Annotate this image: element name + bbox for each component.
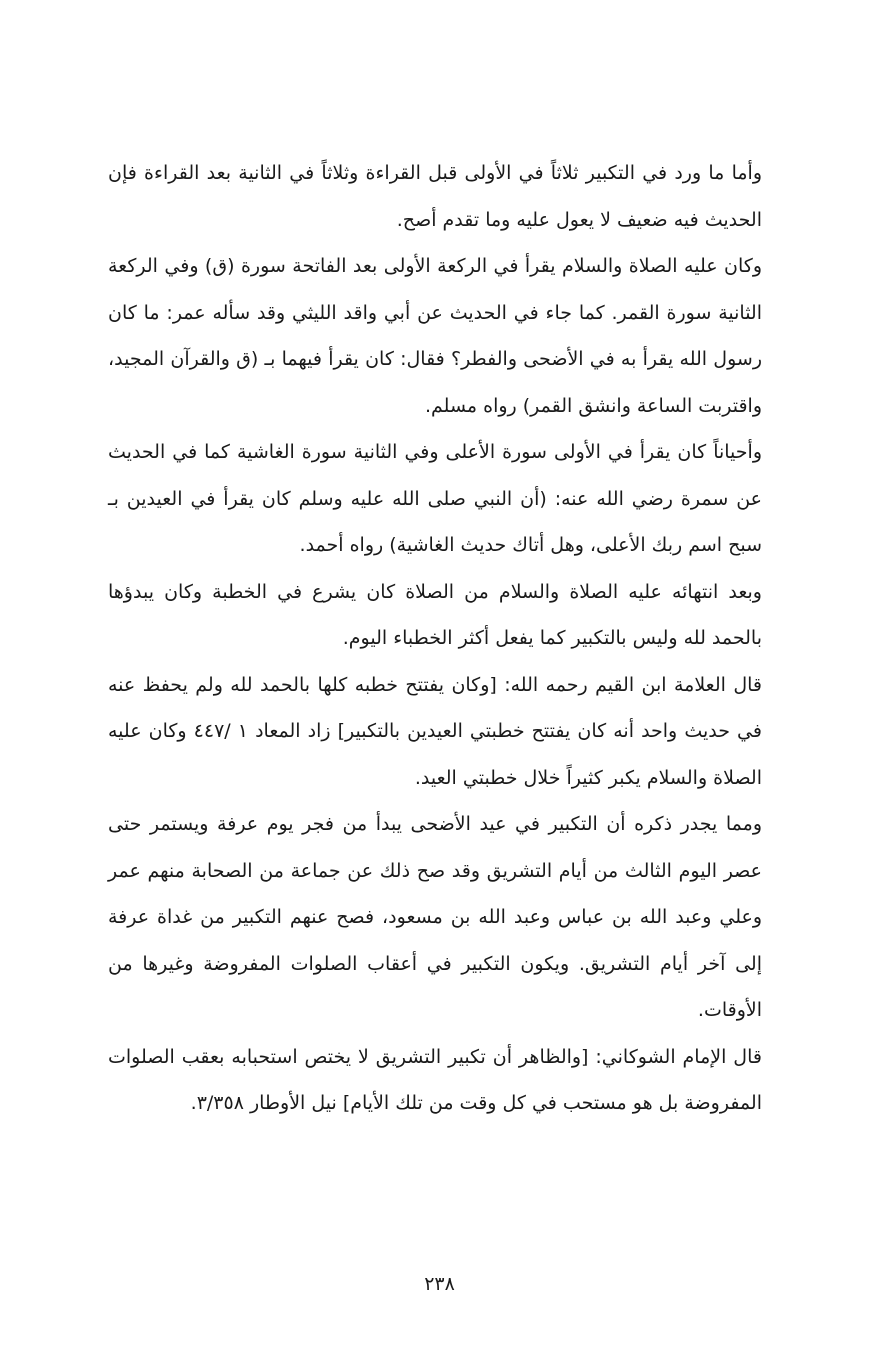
paragraph-ibn-qayyim: قال العلامة ابن القيم رحمه الله: [وكان يفتتح خطبه كلها بالحمد لله ولم يحفظ عنه في حديث واحد أنه كان يفتتح خطبتي العيدين بالتكبير] زاد المعاد ١ /٤٤٧ وكان عليه الصلاة والسلام يكبر كثيراً خلال خطبتي العيد. [108, 673, 762, 789]
paragraph-takbir-rakaat: وأما ما ورد في التكبير ثلاثاً في الأولى قبل القراءة وثلاثاً في الثانية بعد القراءة فإن الحديث فيه ضعيف لا يعول عليه وما تقدم أصح. [108, 162, 762, 231]
page-number: ٢٣٨ [424, 1273, 455, 1295]
paragraph-surah-qaf: وكان عليه الصلاة والسلام يقرأ في الركعة الأولى بعد الفاتحة سورة (ق) وفي الركعة الثانية سورة القمر. كما جاء في الحديث عن أبي واقد الليثي وقد سأله عمر: ما كان رسول الله يقرأ به في الأضحى والفطر؟ فقال: كان يقرأ فيهما بـ (ق والقرآن المجيد، واقتربت الساعة وانشق القمر) رواه مسلم. [108, 255, 762, 417]
paragraph-khutbah: وبعد انتهائه عليه الصلاة والسلام من الصلاة كان يشرع في الخطبة وكان يبدؤها بالحمد لله وليس بالتكبير كما يفعل أكثر الخطباء اليوم. [108, 580, 762, 649]
paragraph-shawkani: قال الإمام الشوكاني: [والظاهر أن تكبير التشريق لا يختص استحبابه بعقب الصلوات المفروضة بل هو مستحب في كل وقت من تلك الأيام] نيل الأوطار ٣/٣٥٨. [108, 1045, 762, 1114]
page-body [108, 150, 762, 1127]
paragraph-takbir-tashreeq: ومما يجدر ذكره أن التكبير في عيد الأضحى يبدأ من فجر يوم عرفة ويستمر حتى عصر اليوم الثالث من أيام التشريق وقد صح ذلك عن جماعة من الصحابة منهم عمر وعلي وعبد الله بن عباس وعبد الله بن مسعود، فصح عنهم التكبير من غداة عرفة إلى آخر أيام التشريق. ويكون التكبير في أعقاب الصلوات المفروضة وغيرها من الأوقات. [108, 813, 762, 1021]
paragraph-surah-ala: وأحياناً كان يقرأ في الأولى سورة الأعلى وفي الثانية سورة الغاشية كما في الحديث عن سمرة رضي الله عنه: (أن النبي صلى الله عليه وسلم كان يقرأ في العيدين بـ سبح اسم ربك الأعلى، وهل أتاك حديث الغاشية) رواه أحمد. [108, 441, 762, 556]
